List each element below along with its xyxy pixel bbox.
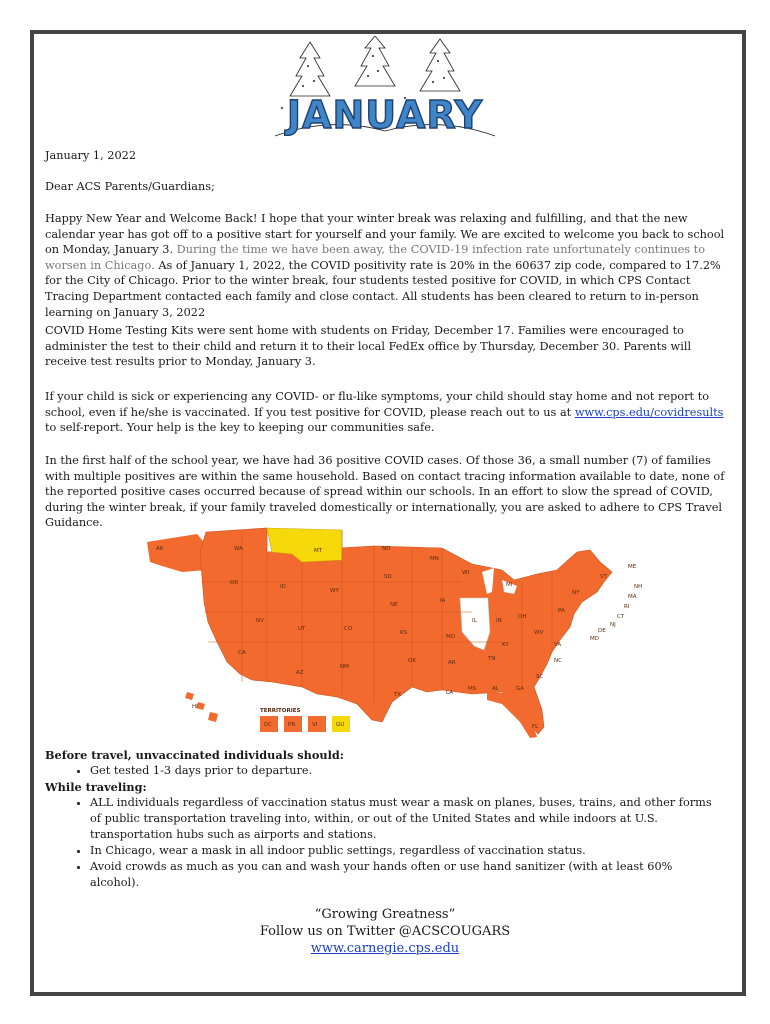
svg-text:MT: MT <box>314 548 323 554</box>
svg-text:WA: WA <box>234 546 243 552</box>
svg-text:NE: NE <box>390 602 398 608</box>
svg-text:TN: TN <box>488 656 496 662</box>
letter-salutation: Dear ACS Parents/Guardians; <box>45 180 215 193</box>
paragraph-cases: In the first half of the school year, we have had 36 positive COVID cases. Of those 36, a small number (7) of families with multiple positives are within the same household. Based on contact tracing information available to date, none of the reported positive cases occurred because of spread within our schools. In an effort to slow the spread of COVID, during the winter break, if your family traveled domestically or internationally, you are asked to adhere to CPS Travel Guidance. <box>45 454 725 530</box>
letter-date: January 1, 2022 <box>45 149 137 162</box>
svg-text:NH: NH <box>634 584 642 590</box>
svg-text:AR: AR <box>448 660 456 666</box>
svg-text:OK: OK <box>408 658 416 664</box>
svg-text:CO: CO <box>344 626 353 632</box>
svg-text:DC: DC <box>264 722 273 728</box>
svg-text:LA: LA <box>446 690 453 696</box>
svg-text:PA: PA <box>558 608 565 614</box>
svg-text:ME: ME <box>628 564 637 570</box>
svg-text:NM: NM <box>340 664 349 670</box>
svg-text:IA: IA <box>440 598 446 604</box>
svg-text:WV: WV <box>534 630 544 636</box>
svg-text:SD: SD <box>384 574 392 580</box>
list-item: • Get tested 1-3 days prior to departure. <box>90 763 725 779</box>
svg-text:HI: HI <box>192 704 198 710</box>
svg-text:AL: AL <box>492 686 499 692</box>
svg-text:GU: GU <box>336 722 345 728</box>
list-item: • ALL individuals regardless of vaccination status must wear a mask on planes, buses, trains, and other forms of public transportation traveling into, within, or out of the United States and while indoors at U.S. transportation hubs such as airports and stations. <box>90 795 725 843</box>
symptoms-text: If your child is sick or experiencing any COVID- or flu-like symptoms, your child should stay home and not report to school, even if he/she is vaccinated. If you test positive for COVID, please reach out to us at <box>45 390 710 419</box>
while-traveling-list <box>45 795 725 891</box>
svg-text:TX: TX <box>394 692 402 698</box>
svg-text:KY: KY <box>502 642 509 648</box>
twitter-handle: Follow us on Twitter @ACSCOUGARS <box>259 924 511 939</box>
svg-text:WY: WY <box>330 588 339 594</box>
svg-text:OR: OR <box>230 580 239 586</box>
motto: “Growing Greatness” <box>314 907 456 922</box>
svg-text:WI: WI <box>462 570 470 576</box>
svg-text:MS: MS <box>468 686 477 692</box>
state-hi <box>185 692 218 722</box>
welcome-text: Happy New Year and Welcome Back! I hope that your winter break was relaxing and fulfilling, and that the new calendar year has got off to a positive start for yourself and your family. We are excited to welcome you back to school on Monday, January 3. <box>45 212 725 257</box>
svg-text:IL: IL <box>472 618 477 624</box>
svg-text:ND: ND <box>382 546 391 552</box>
before-travel-heading: Before travel, unvaccinated individuals should: <box>45 748 344 762</box>
paragraph-symptoms <box>45 389 725 436</box>
svg-text:KS: KS <box>400 630 408 636</box>
footer <box>0 906 770 957</box>
svg-text:SC: SC <box>536 674 544 680</box>
svg-text:GA: GA <box>516 686 525 692</box>
travel-guidance <box>45 747 725 891</box>
svg-text:NY: NY <box>572 590 580 596</box>
self-report-text: to self-report. Your help is the key to keeping our communities safe. <box>45 421 435 435</box>
territories-legend <box>260 708 350 732</box>
svg-text:OH: OH <box>518 614 527 620</box>
svg-text:VI: VI <box>312 722 318 728</box>
svg-text:MI: MI <box>506 582 513 588</box>
svg-text:CT: CT <box>617 614 625 620</box>
before-travel-list <box>45 763 725 779</box>
svg-text:ID: ID <box>280 584 286 590</box>
list-item: • Avoid crowds as much as you can and wash your hands often or use hand sanitizer (with at least 60% alcohol). <box>90 859 725 891</box>
covid-results-link[interactable]: www.cps.edu/covidresults <box>574 405 724 419</box>
svg-text:NV: NV <box>256 618 264 624</box>
svg-text:AK: AK <box>156 546 164 552</box>
svg-text:MA: MA <box>628 594 637 600</box>
covid-rate-note: During the time we have been away, the COVID-19 infection rate unfortunately continues to worsen in Chicago. <box>45 243 706 272</box>
positivity-text: As of January 1, 2022, the COVID positivity rate is 20% in the 60637 zip code, compared to 17.2% for the City of Chicago. Prior to the winter break, four students tested positive for COVID, in which CPS Contact Tracing Department contacted each family and close contact. All students has been cleared to return to in-person learning on January 3, 2022 <box>45 258 721 319</box>
svg-text:VA: VA <box>554 642 562 648</box>
us-covid-travel-map <box>142 522 642 750</box>
svg-text:RI: RI <box>624 604 630 610</box>
svg-text:DE: DE <box>598 628 606 634</box>
svg-text:MO: MO <box>446 634 456 640</box>
paragraph-testing-kits: COVID Home Testing Kits were sent home with students on Friday, December 17. Families were encouraged to administer the test to their child and return it to their local FedEx office by Thursday, December 30. Parents will receive test results prior to Monday, January 3. <box>45 324 692 369</box>
svg-text:UT: UT <box>298 626 306 632</box>
paragraph-welcome <box>45 211 725 320</box>
january-title-text: JANUARY <box>286 93 484 136</box>
svg-text:AZ: AZ <box>296 670 304 676</box>
svg-text:NC: NC <box>554 658 562 664</box>
while-traveling-heading: While traveling: <box>45 780 147 794</box>
svg-text:MD: MD <box>590 636 599 642</box>
svg-text:FL: FL <box>532 724 539 730</box>
svg-text:VT: VT <box>600 574 608 580</box>
svg-text:PR: PR <box>288 722 296 728</box>
svg-text:IN: IN <box>496 618 502 624</box>
list-item: • In Chicago, wear a mask in all indoor public settings, regardless of vaccination status. <box>90 843 725 859</box>
svg-text:NJ: NJ <box>610 622 616 628</box>
january-title-art <box>275 92 495 136</box>
school-website-link[interactable]: www.carnegie.cps.edu <box>310 941 460 956</box>
svg-text:MN: MN <box>430 556 439 562</box>
svg-text:CA: CA <box>238 650 246 656</box>
territories-label: TERRITORIES <box>260 708 301 714</box>
